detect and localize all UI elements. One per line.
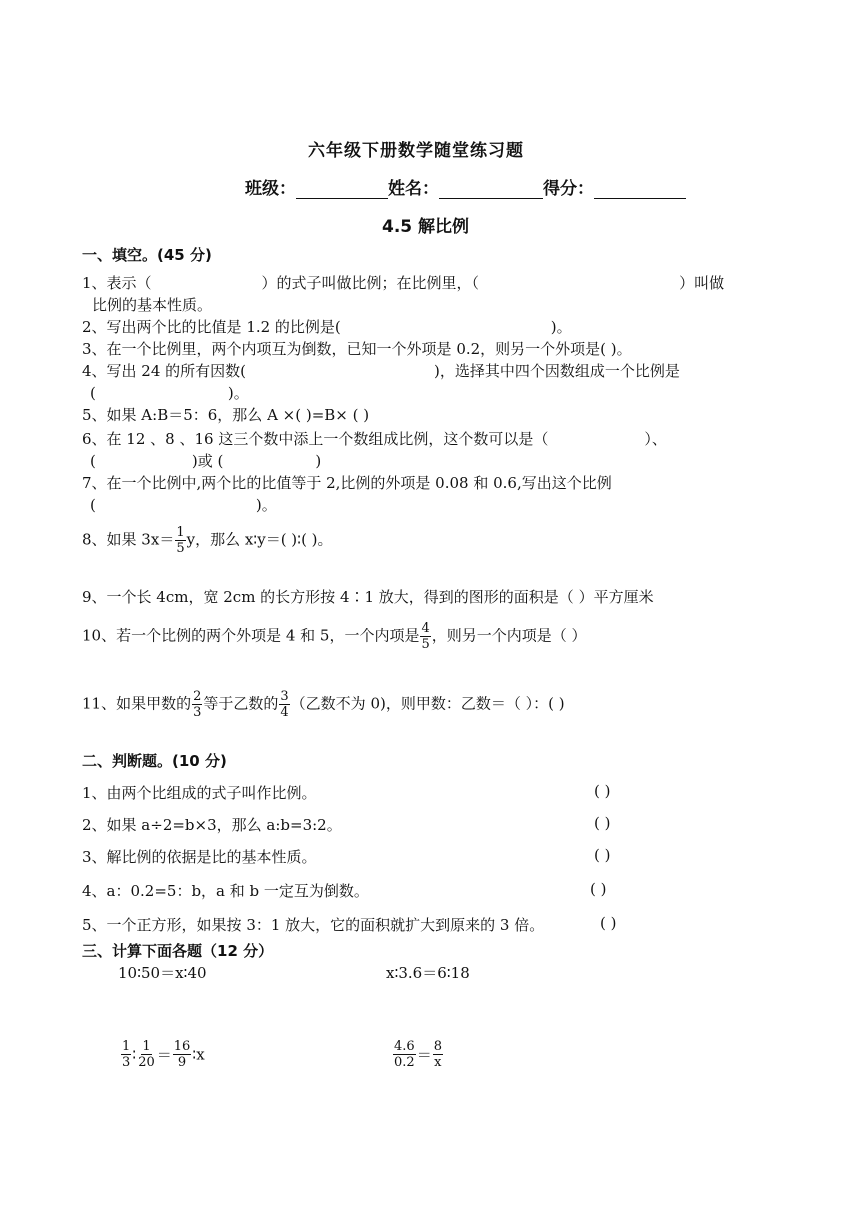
q10-text-a: 10、若一个比例的两个外项是 4 和 5，一个内项是 bbox=[82, 626, 420, 645]
q11-text-c: （乙数不为 0)，则甲数：乙数＝（ ）：( ) bbox=[290, 694, 565, 713]
q7-text-c: )。 bbox=[255, 496, 277, 514]
e3-fraction-3: $\frac{16}{9}$ bbox=[173, 1039, 191, 1070]
q11-text-b: 等于乙数的 bbox=[203, 694, 279, 713]
q1-text-a: 1、表示（ bbox=[82, 274, 152, 292]
e3-fraction-2: $\frac{1}{20}$ bbox=[138, 1039, 155, 1070]
q6-text-e: ) bbox=[315, 452, 322, 470]
question-4 bbox=[82, 360, 680, 381]
judge-item-2: 2、如果 a÷2=b×3，那么 a:b=3:2。 bbox=[82, 816, 342, 834]
question-11 bbox=[82, 690, 565, 719]
section-judge-heading: 二、判断题。(10 分) bbox=[82, 752, 227, 770]
question-9: 9、一个长 4cm，宽 2cm 的长方形按 4∶1 放大，得到的图形的面积是（ ）平方厘米 bbox=[82, 588, 654, 606]
question-7: 7、在一个比例中,两个比的比值等于 2,比例的外项是 0.08 和 0.6,写出这个比例 bbox=[82, 474, 612, 492]
student-info-row bbox=[245, 174, 686, 199]
judge-item-4: 4、a：0.2=5：b，a 和 b 一定互为倒数。 bbox=[82, 882, 369, 900]
lesson-title: 4.5 解比例 bbox=[382, 217, 470, 237]
q10-fraction: $\frac{4}{5}$ bbox=[421, 621, 430, 652]
question-7-cont bbox=[90, 494, 277, 515]
q11-fraction-2: $\frac{3}{4}$ bbox=[280, 689, 289, 720]
class-label: 班级： bbox=[245, 179, 296, 199]
calc-equation-4: $\frac{4.6}{0.2}$ ＝ $\frac{8}{x}$ bbox=[394, 1039, 442, 1070]
q2-text-a: 2、写出两个比的比值是 1.2 的比例是( bbox=[82, 318, 341, 336]
question-10 bbox=[82, 622, 587, 651]
class-blank[interactable] bbox=[296, 180, 388, 199]
judge-paren-4[interactable]: ( ) bbox=[590, 880, 607, 898]
question-1-cont: 比例的基本性质。 bbox=[92, 296, 213, 314]
section-fill-heading: 一、填空。(45 分) bbox=[82, 246, 212, 264]
q1-text-b: ）的式子叫做比例；在比例里，（ bbox=[261, 274, 480, 292]
q11-text-a: 11、如果甲数的 bbox=[82, 694, 192, 713]
page-title: 六年级下册数学随堂练习题 bbox=[308, 141, 524, 161]
q6-text-a: 6、在 12 、8 、16 这三个数中添上一个数组成比例，这个数可以是（ bbox=[82, 430, 549, 448]
calc-equation-2: x∶3.6＝6∶18 bbox=[386, 964, 470, 982]
q8-text-b: y，那么 x∶y＝( )∶( )。 bbox=[186, 530, 333, 549]
q6-text-d: )或 ( bbox=[191, 452, 224, 470]
score-label: 得分： bbox=[543, 179, 594, 199]
question-6-cont bbox=[90, 450, 321, 471]
e4-fraction-1: $\frac{4.6}{0.2}$ bbox=[394, 1039, 415, 1070]
calc-equation-3: $\frac{1}{3}$ ∶ $\frac{1}{20}$ ＝ $\frac{16}{9}$ ∶x bbox=[122, 1039, 205, 1070]
q7-text-b: ( bbox=[90, 496, 96, 514]
judge-item-5: 5、一个正方形，如果按 3：1 放大，它的面积就扩大到原来的 3 倍。 bbox=[82, 916, 545, 934]
q4-text-b: )，选择其中四个因数组成一个比例是 bbox=[434, 362, 680, 380]
judge-item-1: 1、由两个比组成的式子叫作比例。 bbox=[82, 784, 317, 802]
q4-text-d: )。 bbox=[227, 384, 249, 402]
question-1 bbox=[82, 272, 724, 293]
e4-fraction-2: $\frac{8}{x}$ bbox=[433, 1039, 442, 1070]
q2-text-b: )。 bbox=[550, 318, 572, 336]
name-blank[interactable] bbox=[439, 180, 543, 199]
q8-fraction: $\frac{1}{5}$ bbox=[176, 525, 185, 556]
e3-fraction-1: $\frac{1}{3}$ bbox=[122, 1039, 131, 1070]
q4-text-c: ( bbox=[90, 384, 96, 402]
q8-text-a: 8、如果 3x＝ bbox=[82, 530, 175, 549]
q6-text-c: ( bbox=[90, 452, 96, 470]
q10-text-b: ，则另一个内项是（ ） bbox=[431, 626, 587, 645]
q1-text-c: ）叫做 bbox=[679, 274, 725, 292]
q11-fraction-1: $\frac{2}{3}$ bbox=[193, 689, 202, 720]
name-label: 姓名： bbox=[388, 179, 439, 199]
question-8 bbox=[82, 526, 333, 555]
question-4-cont bbox=[90, 382, 249, 403]
q6-text-b: ）、 bbox=[644, 430, 667, 448]
question-5: 5、如果 A:B＝5：6，那么 A ×( )=B× ( ) bbox=[82, 406, 370, 424]
judge-paren-2[interactable]: ( ) bbox=[594, 814, 611, 832]
score-blank[interactable] bbox=[594, 180, 686, 199]
judge-paren-1[interactable]: ( ) bbox=[594, 782, 611, 800]
section-calc-heading: 三、计算下面各题（12 分） bbox=[82, 942, 274, 960]
question-6 bbox=[82, 428, 667, 449]
question-3: 3、在一个比例里，两个内项互为倒数，已知一个外项是 0.2，则另一个外项是( )。 bbox=[82, 340, 632, 358]
judge-item-3: 3、解比例的依据是比的基本性质。 bbox=[82, 848, 317, 866]
judge-paren-3[interactable]: ( ) bbox=[594, 846, 611, 864]
question-2 bbox=[82, 316, 572, 337]
q4-text-a: 4、写出 24 的所有因数( bbox=[82, 362, 247, 380]
calc-equation-1: 10∶50＝x∶40 bbox=[118, 964, 207, 982]
judge-paren-5[interactable]: ( ) bbox=[600, 914, 617, 932]
